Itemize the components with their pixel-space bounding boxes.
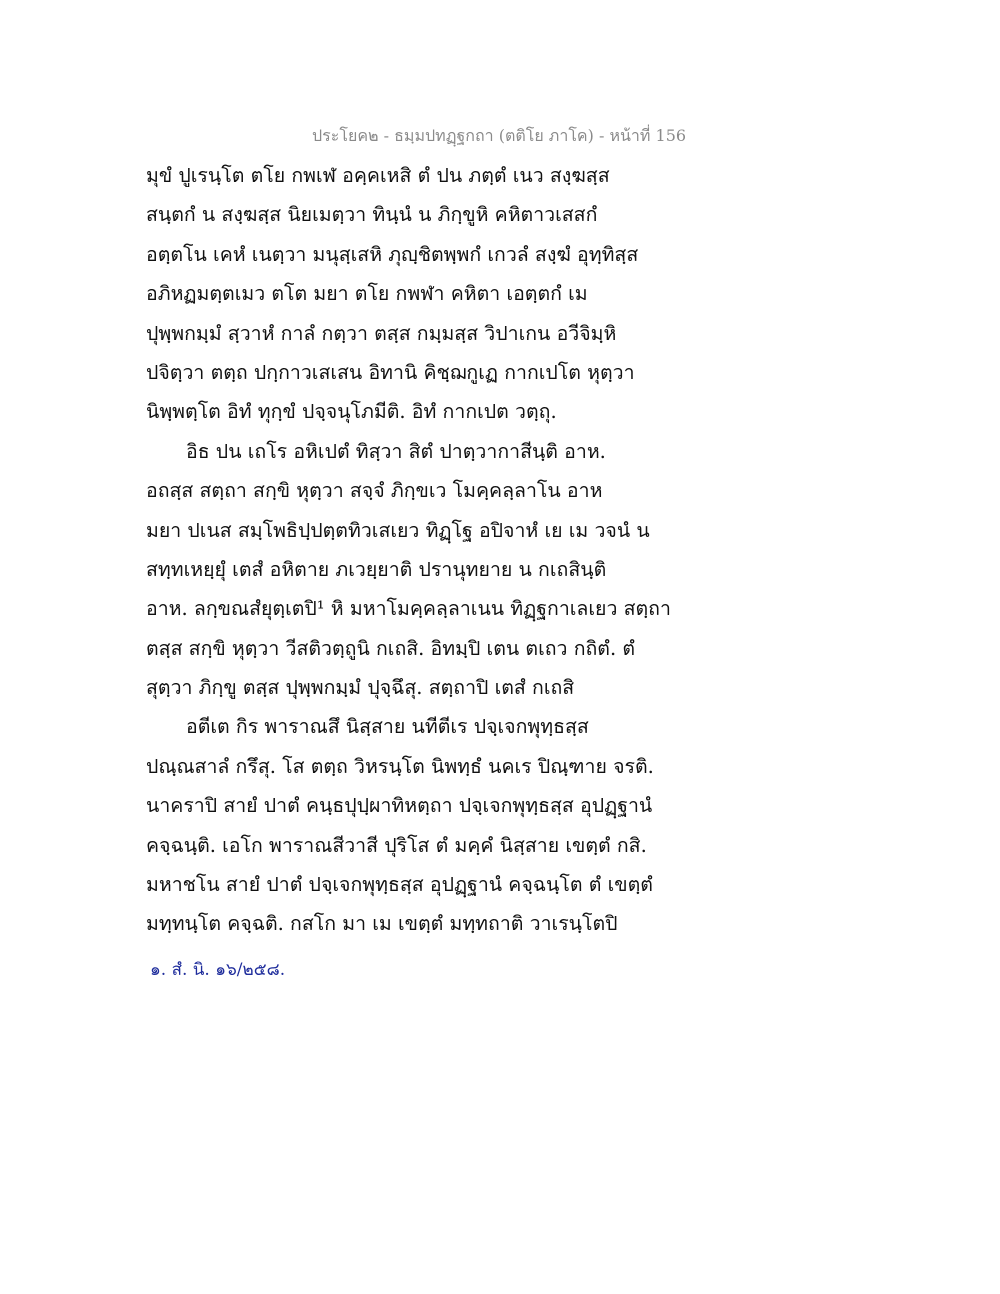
text-line: สุตฺวา ภิกฺขู ตสฺส ปุพฺพกมฺมํ ปุจฺฉึสุ. สตฺถาปิ เตสํ กเถสิ [146,676,575,700]
text-line: มยา ปเนส สมฺโพธิปฺปตฺตทิวเสเยว ทิฏฺโฐ อปิจาหํ เย เม วจนํ น [146,518,650,542]
page-header: ประโยค๒ - ธมฺมปทฏฺฐกถา (ตติโย ภาโค) - หน้าที่ 156 [312,126,687,145]
text-line: ปจิตฺวา ตตฺถ ปกฺกาวเสเสน อิทานิ คิชฺฌกูเฏ กากเปโต หุตฺวา [146,360,635,384]
text-line: ปณฺณสาลํ กรึสุ. โส ตตฺถ วิหรนฺโต นิพทฺธํ นคเร ปิณฺฑาย จรติ. [146,754,654,778]
text-line: นิพฺพตฺโต อิทํ ทุกฺขํ ปจฺจนุโภมีติ. อิทํ กากเปต วตฺถุ. [146,400,557,424]
text-line: อตีเต กิร พาราณสึ นิสฺสาย นทีตีเร ปจฺเจกพุทฺธสฺส [186,715,589,739]
text-line: คจฺฉนฺติ. เอโก พาราณสีวาสี ปุริโส ตํ มคฺคํ นิสฺสาย เขตฺตํ กสิ. [146,833,647,857]
text-line: มุขํ ปูเรนฺโต ตโย กพเฬ อคฺคเหสิ ตํ ปน ภตฺตํ เนว สงฺฆสฺส [146,164,610,187]
text-line: มทฺทนฺโต คจฺฉติ. กสโก มา เม เขตฺตํ มทฺทถาติ วาเรนฺโตปิ [146,912,618,936]
text-line: สทฺทเหยฺยุํ เตสํ อหิตาย ภเวยฺยาติ ปรานุทยาย น กเถสินฺติ [146,557,607,581]
text-line: นาคราปิ สายํ ปาตํ คนฺธปุปฺผาทิหตฺถา ปจฺเจกพุทฺธสฺส อุปฏฺฐานํ [146,794,653,818]
footnote: ๑. สํ. นิ. ๑๖/๒๕๘. [150,960,286,980]
text-line: สนฺตกํ น สงฺฆสฺส นิยเมตฺวา ทินฺนํ น ภิกฺขูหิ คหิตาวเสสกํ [146,203,598,227]
text-line: อตฺตโน เคหํ เนตฺวา มนุสฺเสหิ ภุญฺชิตพฺพกํ เกวลํ สงฺฆํ อุทฺทิสฺส [146,242,639,266]
text-line: ปุพฺพกมฺมํ สฺวาหํ กาลํ กตฺวา ตสฺส กมฺมสฺส วิปาเกน อวีจิมฺหิ [146,321,617,345]
text-line: อาห. ลกฺขณสํยุตฺเตปิ¹ หิ มหาโมคฺคลฺลาเนน ทิฏฺฐกาเลเยว สตฺถา [146,597,671,621]
text-line: อิธ ปน เถโร อหิเปตํ ทิสฺวา สิตํ ปาตฺวากาสีนฺติ อาห. [186,439,606,463]
text-line: อถสฺส สตฺถา สกฺขิ หุตฺวา สจฺจํ ภิกฺขเว โมคฺคลฺลาโน อาห [146,479,603,503]
text-line: อภิหฏมตฺตเมว ตโต มยา ตโย กพฬา คหิตา เอตฺตกํ เม [146,282,588,306]
text-line: มหาชโน สายํ ปาตํ ปจฺเจกพุทฺธสฺส อุปฏฺฐานํ คจฺฉนฺโต ตํ เขตฺตํ [146,873,653,897]
text-line: ตสฺส สกฺขิ หุตฺวา วีสติวตฺถูนิ กเถสิ. อิทมฺปิ เตน ตเถว กถิตํ. ตํ [146,636,636,660]
body-text [146,156,706,944]
